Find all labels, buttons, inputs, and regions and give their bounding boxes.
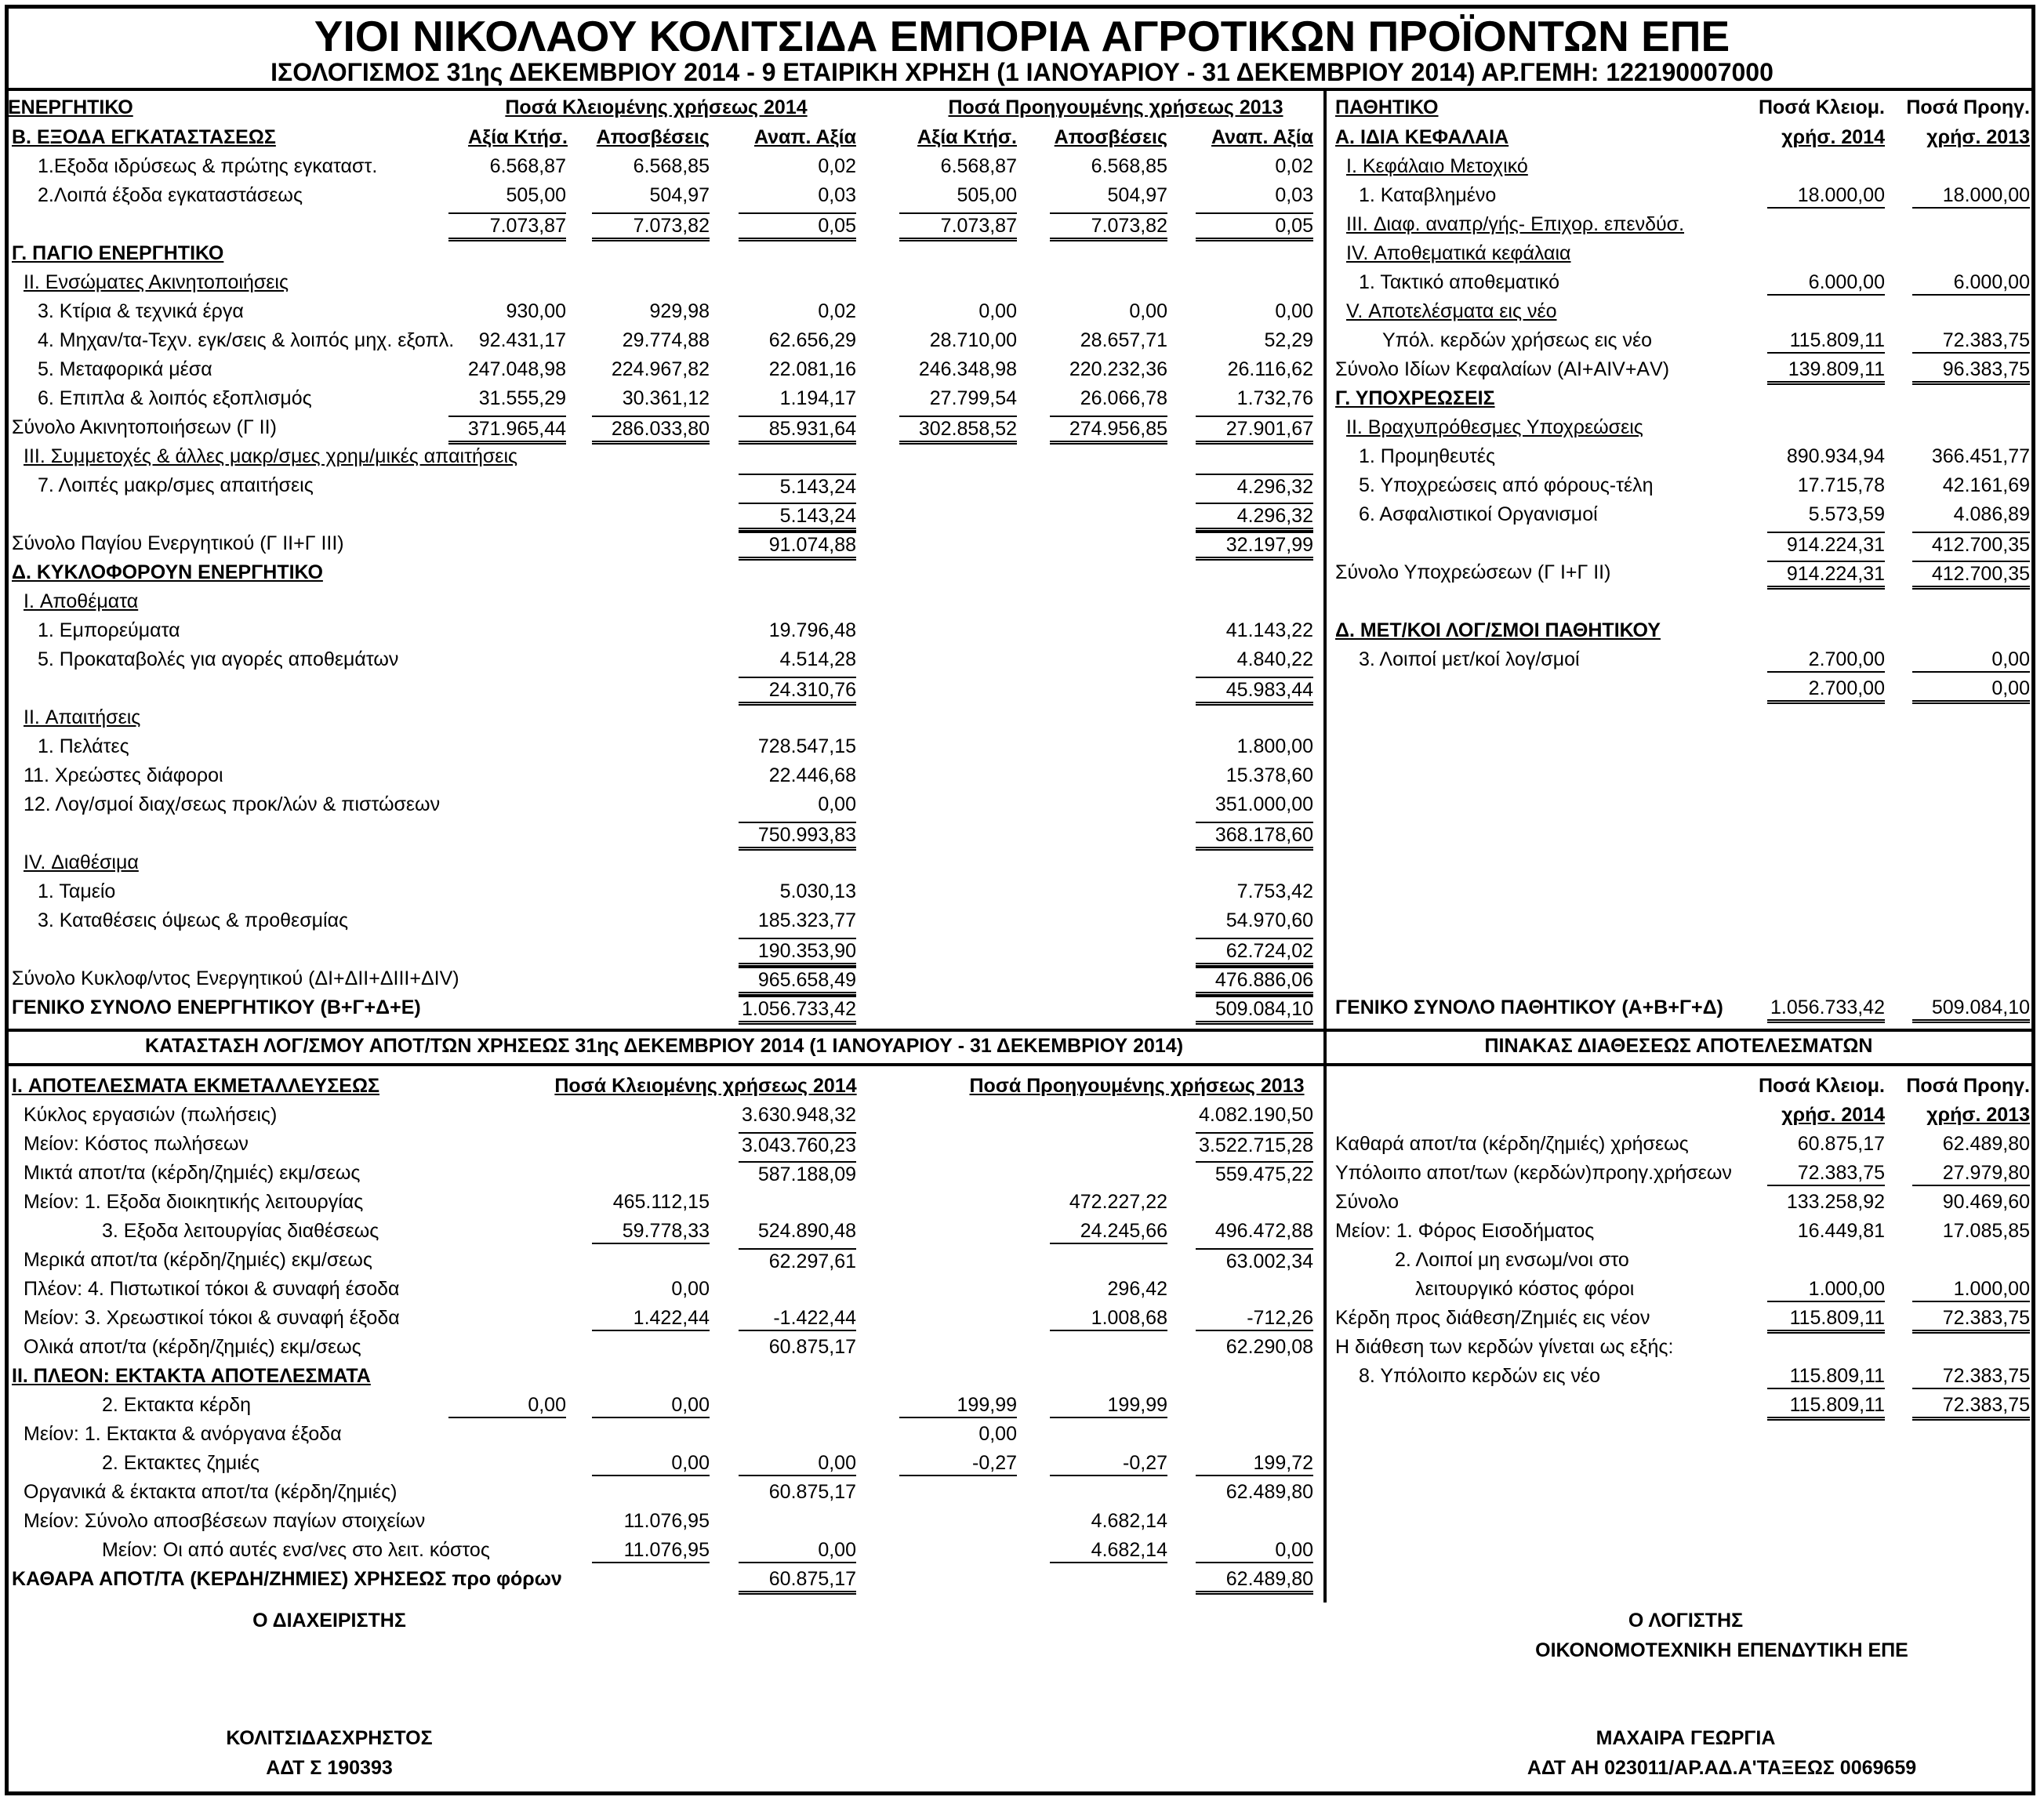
- amount-cell: 965.658,49: [739, 967, 856, 996]
- amount-cell: 0,00: [739, 1451, 856, 1476]
- amount-cell: 60.875,17: [1797, 1133, 1885, 1155]
- amount-cell: 7.073,82: [1050, 212, 1167, 241]
- amount-cell: 5.030,13: [779, 880, 856, 902]
- amount-cell: 62.297,61: [739, 1248, 856, 1273]
- line-label: 2. Λοιποί μη ενσωμ/νοι στο: [1395, 1249, 1629, 1271]
- balance-sheet-subtitle: ΙΣΟΛΟΓΙΣΜΟΣ 31ης ΔΕΚΕΜΒΡΙΟΥ 2014 - 9 ΕΤΑΙΡΙΚΗ ΧΡΗΣΗ (1 ΙΑΝΟΥΑΡΙΟΥ - 31 ΔΕΚΕΜΒΡΙΟΥ 2014) ΑΡ.ΓΕΜΗ: 122190007000: [270, 58, 1774, 86]
- line-label: 2. Εκτακτα κέρδη: [102, 1394, 252, 1416]
- amount-cell: 274.956,85: [1050, 416, 1167, 445]
- amount-cell: 0,00: [978, 300, 1017, 322]
- amount-cell: 524.890,48: [757, 1220, 856, 1242]
- amount-cell: 890.934,94: [1786, 445, 1885, 467]
- amount-cell: 0,00: [978, 1423, 1017, 1445]
- line-label: 1. Καταβλημένο: [1359, 184, 1497, 206]
- income-statement-title: ΚΑΤΑΣΤΑΣΗ ΛΟΓ/ΣΜΟΥ ΑΠΟΤ/ΤΩΝ ΧΡΗΣΕΩΣ 31ης ΔΕΚΕΜΒΡΙΟΥ 2014 (1 ΙΑΝΟΥΑΡΙΟΥ - 31 ΔΕΚΕΜΒΡΙΟΥ 2014): [144, 1035, 1184, 1057]
- amount-cell: 3.522.715,28: [1196, 1132, 1313, 1157]
- amount-cell: 16.449,81: [1797, 1220, 1885, 1242]
- line-label: 4. Μηχαν/τα-Τεχν. εγκ/σεις & λοιπός μηχ. εξοπλ.: [38, 329, 455, 351]
- line-label: Σύνολο Κυκλοφ/ντος Ενεργητικού (ΔΙ+ΔΙΙ+ΔΙΙΙ+ΔΙV): [12, 967, 459, 989]
- amount-cell: 52,29: [1264, 329, 1313, 351]
- amount-cell: -0,27: [899, 1451, 1017, 1476]
- line-label: Δ. ΚΥΚΛΟΦΟΡΟΥΝ ΕΝΕΡΓΗΤΙΚΟ: [12, 561, 323, 583]
- line-label: Καθαρά αποτ/τα (κέρδη/ζημιές) χρήσεως: [1335, 1133, 1689, 1155]
- amount-cell: 6.568,87: [940, 155, 1017, 177]
- income-divider: [1323, 1029, 1327, 1603]
- amount-cell: 1.056.733,42: [739, 996, 856, 1025]
- line-label: I. Αποθέματα: [24, 590, 139, 612]
- line-label: Μείον: 1. Εξοδα διοικητικής λειτουργίας: [24, 1191, 364, 1213]
- line-label: Η διάθεση των κερδών γίνεται ως εξής:: [1335, 1336, 1674, 1358]
- amount-cell: 4.840,22: [1236, 648, 1313, 670]
- amount-cell: 1.056.733,42: [1767, 996, 1885, 1023]
- line-label: Δ. ΜΕΤ/ΚΟΙ ΛΟΓ/ΣΜΟΙ ΠΑΘΗΤΙΚΟΥ: [1335, 619, 1661, 641]
- amount-cell: 7.753,42: [1236, 880, 1313, 902]
- amount-cell: Αποσβέσεις: [1054, 126, 1167, 148]
- amount-cell: 60.875,17: [768, 1336, 856, 1358]
- line-label: Πλέον: 4. Πιστωτικοί τόκοι & συναφή έσοδα: [24, 1278, 400, 1300]
- amount-cell: 185.323,77: [757, 909, 856, 931]
- amount-cell: 6.000,00: [1767, 270, 1885, 296]
- amount-cell: 18.000,00: [1767, 183, 1885, 209]
- amount-cell: 62.656,29: [768, 329, 856, 351]
- amount-cell: 505,00: [506, 184, 566, 206]
- line-label: ΓΕΝΙΚΟ ΣΥΝΟΛΟ ΠΑΘΗΤΙΚΟΥ (Α+Β+Γ+Δ): [1335, 996, 1723, 1018]
- amount-cell: χρήσ. 2014: [1781, 126, 1885, 148]
- amount-cell: 6.568,87: [489, 155, 566, 177]
- distribution-table-title: ΠΙΝΑΚΑΣ ΔΙΑΘΕΣΕΩΣ ΑΠΟΤΕΛΕΣΜΑΤΩΝ: [1484, 1035, 1873, 1057]
- amount-cell: 7.073,87: [448, 212, 566, 241]
- amount-cell: 30.361,12: [622, 387, 710, 409]
- amount-cell: 60.875,17: [739, 1567, 856, 1595]
- amount-cell: 115.809,11: [1767, 1393, 1885, 1421]
- line-label: Μείον: 1. Εκτακτα & ανόργανα έξοδα: [24, 1423, 342, 1445]
- section-divider: [5, 1029, 2035, 1032]
- line-label: ΚΑΘΑΡΑ ΑΠΟΤ/ΤΑ (ΚΕΡΔΗ/ΖΗΜΙΕΣ) ΧΡΗΣΕΩΣ προ φόρων: [12, 1568, 562, 1590]
- amount-cell: 914.224,31: [1767, 532, 1885, 557]
- amount-cell: Αναπ. Αξία: [1211, 126, 1313, 148]
- line-label: ΟΙΚΟΝΟΜΟΤΕΧΝΙΚΗ ΕΠΕΝΔΥΤΙΚΗ ΕΠΕ: [1535, 1639, 1908, 1661]
- line-label: Ποσά Προηγουμένης χρήσεως 2013: [948, 96, 1283, 118]
- amount-cell: 28.710,00: [929, 329, 1017, 351]
- line-label: 2.Λοιπά έξοδα εγκαταστάσεως: [38, 184, 303, 206]
- amount-cell: 115.809,11: [1767, 1364, 1885, 1389]
- amount-cell: 1.800,00: [1236, 735, 1313, 757]
- amount-cell: 22.081,16: [768, 358, 856, 380]
- line-label: Σύνολο Υποχρεώσεων (Γ Ι+Γ ΙΙ): [1335, 561, 1611, 583]
- amount-cell: Ποσά Προηγ.: [1906, 96, 2030, 118]
- amount-cell: 504,97: [649, 184, 710, 206]
- amount-cell: Αναπ. Αξία: [753, 126, 856, 148]
- amount-cell: 45.983,44: [1196, 677, 1313, 706]
- amount-cell: 509.084,10: [1196, 996, 1313, 1025]
- amount-cell: 1.422,44: [592, 1306, 710, 1331]
- amount-cell: -0,27: [1050, 1451, 1167, 1476]
- line-label: II. ΠΛΕΟΝ: ΕΚΤΑΚΤΑ ΑΠΟΤΕΛΕΣΜΑΤΑ: [12, 1365, 371, 1387]
- amount-cell: 6.568,85: [1091, 155, 1167, 177]
- amount-cell: 559.475,22: [1196, 1161, 1313, 1186]
- line-label: Μείον: Κόστος πωλήσεων: [24, 1133, 249, 1155]
- line-label: ΚΟΛΙΤΣΙΔΑΣΧΡΗΣΤΟΣ: [226, 1727, 433, 1749]
- amount-cell: 1.008,68: [1050, 1306, 1167, 1331]
- line-label: Σύνολο Ιδίων Κεφαλαίων (ΑΙ+ΑΙV+ΑV): [1335, 358, 1670, 380]
- amount-cell: 24.310,76: [739, 677, 856, 706]
- line-label: ΓΕΝΙΚΟ ΣΥΝΟΛΟ ΕΝΕΡΓΗΤΙΚΟΥ (Β+Γ+Δ+Ε): [12, 996, 421, 1018]
- amount-cell: 368.178,60: [1196, 822, 1313, 851]
- line-label: 1. Πελάτες: [38, 735, 129, 757]
- line-label: 6. Ασφαλιστικοί Οργανισμοί: [1359, 503, 1598, 525]
- amount-cell: 4.296,32: [1196, 503, 1313, 532]
- amount-cell: 27.799,54: [929, 387, 1017, 409]
- line-label: Σύνολο Ακινητοποιήσεων (Γ ΙΙ): [12, 416, 277, 438]
- line-label: III. Συμμετοχές & άλλες μακρ/σμες χρημ/μικές απαιτήσεις: [24, 445, 518, 467]
- line-label: 7. Λοιπές μακρ/σμες απαιτήσεις: [38, 474, 314, 496]
- line-label: Μερικά αποτ/τα (κέρδη/ζημιές) εκμ/σεως: [24, 1249, 372, 1271]
- line-label: 3. Κτίρια & τεχνικά έργα: [38, 300, 244, 322]
- amount-cell: 85.931,64: [739, 416, 856, 445]
- line-label: 6. Επιπλα & λοιπός εξοπλισμός: [38, 387, 312, 409]
- amount-cell: 3.630.948,32: [742, 1104, 856, 1126]
- amount-cell: 5.143,24: [739, 503, 856, 532]
- amount-cell: 31.555,29: [478, 387, 566, 409]
- amount-cell: 91.074,88: [739, 532, 856, 561]
- amount-cell: 7.073,82: [592, 212, 710, 241]
- line-label: Κύκλος εργασιών (πωλήσεις): [24, 1104, 278, 1126]
- amount-cell: 199,99: [899, 1393, 1017, 1418]
- amount-cell: 27.901,67: [1196, 416, 1313, 445]
- amount-cell: 72.383,75: [1912, 1393, 2030, 1421]
- amount-cell: 115.809,11: [1767, 1306, 1885, 1334]
- line-label: III. Διαφ. αναπρ/γής- Επιχορ. επενδύσ.: [1346, 213, 1685, 235]
- amount-cell: 139.809,11: [1767, 358, 1885, 385]
- line-label: Μείον: Οι από αυτές ενσ/νες στο λειτ. κόστος: [102, 1539, 490, 1561]
- amount-cell: 27.979,80: [1912, 1161, 2030, 1186]
- amount-cell: 371.965,44: [448, 416, 566, 445]
- amount-cell: 504,97: [1107, 184, 1167, 206]
- amount-cell: 6.568,85: [633, 155, 710, 177]
- amount-cell: 11.076,95: [592, 1538, 710, 1563]
- amount-cell: χρήσ. 2013: [1926, 126, 2030, 148]
- amount-cell: 199,72: [1196, 1451, 1313, 1476]
- line-label: Μείον: Σύνολο αποσβέσεων παγίων στοιχείων: [24, 1510, 426, 1532]
- line-label: 1.Εξοδα ιδρύσεως & πρώτης εγκαταστ.: [38, 155, 378, 177]
- line-label: 5. Προκαταβολές για αγορές αποθεμάτων: [38, 648, 399, 670]
- line-label: ΜΑΧΑΙΡΑ ΓΕΩΡΓΙΑ: [1596, 1727, 1776, 1749]
- amount-cell: 930,00: [506, 300, 566, 322]
- amount-cell: 19.796,48: [768, 619, 856, 641]
- amount-cell: 72.383,75: [1912, 328, 2030, 354]
- amount-cell: 0,05: [739, 212, 856, 241]
- amount-cell: 26.066,78: [1080, 387, 1167, 409]
- line-label: 5. Μεταφορικά μέσα: [38, 358, 212, 380]
- line-label: Ποσά Κλειομένης χρήσεως 2014: [505, 96, 808, 118]
- line-label: Υπόλ. κερδών χρήσεως εις νέο: [1382, 329, 1653, 351]
- line-label: Κέρδη προς διάθεση/Ζημιές εις νέον: [1335, 1307, 1650, 1329]
- amount-cell: 296,42: [1107, 1278, 1167, 1300]
- amount-cell: 728.547,15: [757, 735, 856, 757]
- line-label: Γ. ΥΠΟΧΡΕΩΣΕΙΣ: [1335, 387, 1495, 409]
- line-label: ΕΝΕΡΓΗΤΙΚΟ: [8, 96, 133, 118]
- amount-cell: 62.489,80: [1942, 1133, 2030, 1155]
- amount-cell: 0,00: [1912, 648, 2030, 673]
- line-label: λειτουργικό κόστος φόροι: [1415, 1278, 1635, 1300]
- amount-cell: 62.290,08: [1225, 1336, 1313, 1358]
- line-label: Σύνολο Παγίου Ενεργητικού (Γ ΙΙ+Γ ΙΙΙ): [12, 532, 344, 554]
- amount-cell: Ποσά Κλειομ.: [1758, 96, 1885, 118]
- amount-cell: 22.446,68: [768, 764, 856, 786]
- amount-cell: 190.353,90: [739, 938, 856, 967]
- amount-cell: 62.489,80: [1196, 1567, 1313, 1595]
- line-label: II. Βραχυπρόθεσμες Υποχρεώσεις: [1346, 416, 1643, 438]
- amount-cell: 286.033,80: [592, 416, 710, 445]
- amount-cell: 0,05: [1196, 212, 1313, 241]
- line-label: Σύνολο: [1335, 1191, 1400, 1213]
- amount-cell: 472.227,22: [1069, 1191, 1167, 1213]
- line-label: Ο ΔΙΑΧΕΙΡΙΣΤΗΣ: [252, 1610, 406, 1632]
- amount-cell: 72.383,75: [1767, 1161, 1885, 1186]
- amount-cell: Αξία Κτήσ.: [468, 126, 568, 148]
- balance-sheet-divider: [1323, 88, 1327, 1029]
- amount-cell: 0,00: [818, 793, 856, 815]
- amount-cell: 465.112,15: [612, 1191, 710, 1213]
- amount-cell: 2.700,00: [1767, 677, 1885, 704]
- amount-cell: 3.043.760,23: [739, 1132, 856, 1157]
- amount-cell: 115.809,11: [1767, 328, 1885, 354]
- line-label: II. Ενσώματες Ακινητοποιήσεις: [24, 271, 289, 293]
- amount-cell: 247.048,98: [467, 358, 566, 380]
- line-label: ΠΑΘΗΤΙΚΟ: [1335, 96, 1439, 118]
- amount-cell: 60.875,17: [768, 1481, 856, 1503]
- line-label: Ο ΛΟΓΙΣΤΗΣ: [1628, 1610, 1744, 1632]
- amount-cell: 224.967,82: [611, 358, 710, 380]
- amount-cell: 5.143,24: [739, 474, 856, 499]
- section-header-divider: [5, 1063, 2035, 1066]
- line-label: ΑΔΤ Σ 190393: [266, 1757, 393, 1779]
- amount-cell: 366.451,77: [1931, 445, 2030, 467]
- amount-cell: 0,00: [1912, 677, 2030, 704]
- amount-cell: 90.469,60: [1942, 1191, 2030, 1213]
- amount-cell: 32.197,99: [1196, 532, 1313, 561]
- amount-cell: 4.082.190,50: [1199, 1104, 1313, 1126]
- amount-cell: 26.116,62: [1227, 358, 1313, 380]
- line-label: Γ. ΠΑΓΙΟ ΕΝΕΡΓΗΤΙΚΟ: [12, 242, 224, 264]
- amount-cell: 1.194,17: [779, 387, 856, 409]
- amount-cell: 54.970,60: [1225, 909, 1313, 931]
- line-label: II. Απαιτήσεις: [24, 706, 141, 728]
- amount-cell: 351.000,00: [1214, 793, 1313, 815]
- line-label: Μείον: 3. Χρεωστικοί τόκοι & συναφή έξοδα: [24, 1307, 400, 1329]
- amount-cell: 0,00: [671, 1278, 710, 1300]
- line-label: 3. Λοιποί μετ/κοί λογ/σμοί: [1359, 648, 1580, 670]
- line-label: Ολικά αποτ/τα (κέρδη/ζημιές) εκμ/σεως: [24, 1336, 361, 1358]
- amount-cell: 505,00: [957, 184, 1017, 206]
- amount-cell: 0,00: [739, 1538, 856, 1563]
- amount-cell: 587.188,09: [739, 1161, 856, 1186]
- line-label: 5. Υποχρεώσεις από φόρους-τέλη: [1359, 474, 1654, 496]
- amount-cell: 496.472,88: [1214, 1220, 1313, 1242]
- line-label: Υπόλοιπο αποτ/των (κερδών)προηγ.χρήσεων: [1335, 1162, 1732, 1184]
- amount-cell: 7.073,87: [899, 212, 1017, 241]
- line-label: ΑΔΤ ΑΗ 023011/ΑΡ.ΑΔ.Α'ΤΑΞΕΩΣ 0069659: [1527, 1757, 1917, 1779]
- amount-cell: 0,03: [818, 184, 856, 206]
- amount-cell: 0,00: [448, 1393, 566, 1418]
- amount-cell: 92.431,17: [478, 329, 566, 351]
- amount-cell: 0,02: [818, 155, 856, 177]
- amount-cell: -1.422,44: [739, 1306, 856, 1331]
- line-label: IV. Διαθέσιμα: [24, 851, 139, 873]
- amount-cell: 29.774,88: [622, 329, 710, 351]
- amount-cell: 62.489,80: [1225, 1481, 1313, 1503]
- line-label: Μείον: 1. Φόρος Εισοδήματος: [1335, 1220, 1595, 1242]
- line-label: Β. ΕΞΟΔΑ ΕΓΚΑΤΑΣΤΑΣΕΩΣ: [12, 126, 276, 148]
- amount-cell: 4.514,28: [779, 648, 856, 670]
- amount-cell: 17.085,85: [1942, 1220, 2030, 1242]
- amount-cell: 5.573,59: [1808, 503, 1885, 525]
- line-label: 1. Προμηθευτές: [1359, 445, 1496, 467]
- line-label: Α. ΙΔΙΑ ΚΕΦΑΛΑΙΑ: [1335, 126, 1509, 148]
- amount-cell: 0,02: [818, 300, 856, 322]
- line-label: I. ΑΠΟΤΕΛΕΣΜΑΤΑ ΕΚΜΕΤΑΛΛΕΥΣΕΩΣ: [12, 1075, 380, 1097]
- amount-cell: χρήσ. 2013: [1926, 1104, 2030, 1126]
- line-label: 1. Ταμείο: [38, 880, 116, 902]
- amount-cell: Αποσβέσεις: [596, 126, 710, 148]
- amount-cell: Αξία Κτήσ.: [917, 126, 1017, 148]
- line-label: 12. Λογ/σμοί διαχ/σεως προκ/λών & πιστώσεων: [24, 793, 441, 815]
- amount-cell: 750.993,83: [739, 822, 856, 851]
- amount-cell: 24.245,66: [1050, 1219, 1167, 1244]
- line-label: V. Αποτελέσματα εις νέο: [1346, 300, 1557, 322]
- amount-cell: 412.700,35: [1912, 561, 2030, 590]
- amount-cell: 1.000,00: [1767, 1277, 1885, 1302]
- amount-cell: 59.778,33: [592, 1219, 710, 1244]
- amount-cell: 4.086,89: [1953, 503, 2030, 525]
- amount-cell: 28.657,71: [1080, 329, 1167, 351]
- amount-cell: 929,98: [649, 300, 710, 322]
- amount-cell: 476.886,06: [1196, 967, 1313, 996]
- amount-cell: 1.732,76: [1236, 387, 1313, 409]
- line-label: 11. Χρεώστες διάφοροι: [24, 764, 223, 786]
- amount-cell: 0,02: [1275, 155, 1313, 177]
- amount-cell: 42.161,69: [1942, 474, 2030, 496]
- line-label: 2. Εκτακτες ζημιές: [102, 1452, 260, 1474]
- line-label: 1. Εμπορεύματα: [38, 619, 180, 641]
- amount-cell: 0,00: [1196, 1538, 1313, 1563]
- amount-cell: 509.084,10: [1912, 996, 2030, 1023]
- amount-cell: 96.383,75: [1912, 358, 2030, 385]
- amount-cell: 4.296,32: [1196, 474, 1313, 499]
- amount-cell: 0,03: [1275, 184, 1313, 206]
- line-label: Οργανικά & έκτακτα αποτ/τα (κέρδη/ζημιές): [24, 1481, 398, 1503]
- line-label: Ποσά Κλειομένης χρήσεως 2014: [554, 1075, 857, 1097]
- amount-cell: 133.258,92: [1786, 1191, 1885, 1213]
- amount-cell: 246.348,98: [918, 358, 1017, 380]
- line-label: Μικτά αποτ/τα (κέρδη/ζημιές) εκμ/σεως: [24, 1162, 361, 1184]
- amount-cell: χρήσ. 2014: [1781, 1104, 1885, 1126]
- amount-cell: 72.383,75: [1912, 1364, 2030, 1389]
- amount-cell: 1.000,00: [1912, 1277, 2030, 1302]
- line-label: Ποσά Προηγουμένης χρήσεως 2013: [969, 1075, 1305, 1097]
- amount-cell: 6.000,00: [1912, 270, 2030, 296]
- amount-cell: 18.000,00: [1912, 183, 2030, 209]
- amount-cell: 4.682,14: [1091, 1510, 1167, 1532]
- amount-cell: Ποσά Κλειομ.: [1758, 1075, 1885, 1097]
- header-divider: [5, 88, 2035, 91]
- amount-cell: 914.224,31: [1767, 561, 1885, 590]
- line-label: 1. Τακτικό αποθεματικό: [1359, 271, 1559, 293]
- amount-cell: 302.858,52: [899, 416, 1017, 445]
- amount-cell: 72.383,75: [1912, 1306, 2030, 1334]
- company-title: ΥΙΟΙ ΝΙΚΟΛΑΟΥ ΚΟΛΙΤΣΙΔΑ ΕΜΠΟΡΙΑ ΑΓΡΟΤΙΚΩΝ ΠΡΟΪΟΝΤΩΝ ΕΠΕ: [314, 12, 1730, 60]
- amount-cell: 412.700,35: [1912, 532, 2030, 557]
- amount-cell: Ποσά Προηγ.: [1906, 1075, 2030, 1097]
- amount-cell: 199,99: [1050, 1393, 1167, 1418]
- amount-cell: 2.700,00: [1767, 648, 1885, 673]
- amount-cell: 17.715,78: [1797, 474, 1885, 496]
- amount-cell: 0,00: [592, 1451, 710, 1476]
- amount-cell: 0,00: [1275, 300, 1313, 322]
- amount-cell: 0,00: [592, 1393, 710, 1418]
- line-label: 8. Υπόλοιπο κερδών εις νέο: [1359, 1365, 1601, 1387]
- amount-cell: 63.002,34: [1196, 1248, 1313, 1273]
- amount-cell: 0,00: [1129, 300, 1167, 322]
- amount-cell: 15.378,60: [1225, 764, 1313, 786]
- amount-cell: 62.724,02: [1196, 938, 1313, 967]
- line-label: 3. Καταθέσεις όψεως & προθεσμίας: [38, 909, 349, 931]
- amount-cell: 41.143,22: [1225, 619, 1313, 641]
- line-label: IV. Αποθεματικά κεφάλαια: [1346, 242, 1571, 264]
- amount-cell: 4.682,14: [1050, 1538, 1167, 1563]
- amount-cell: 220.232,36: [1069, 358, 1167, 380]
- amount-cell: -712,26: [1196, 1306, 1313, 1331]
- line-label: I. Κεφάλαιο Μετοχικό: [1346, 155, 1528, 177]
- line-label: 3. Εξοδα λειτουργίας διαθέσεως: [102, 1220, 379, 1242]
- amount-cell: 11.076,95: [623, 1510, 710, 1532]
